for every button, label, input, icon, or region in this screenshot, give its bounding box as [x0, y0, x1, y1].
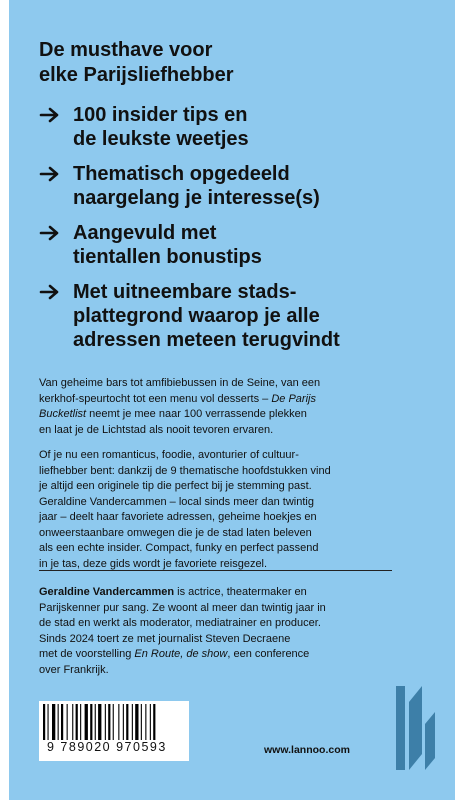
barcode-bar — [52, 704, 55, 740]
feature-item: 100 insider tips en de leukste weetjes — [39, 103, 439, 151]
barcode-bar — [123, 704, 124, 740]
back-cover — [9, 0, 455, 800]
barcode-bar — [141, 704, 142, 740]
barcode-bar — [43, 704, 45, 740]
barcode-bar — [90, 704, 92, 740]
barcode-bar — [67, 704, 68, 740]
arrow-right-icon — [39, 280, 65, 300]
book-title: De Parijs — [271, 392, 316, 405]
show-title: En Route, de show — [134, 648, 228, 660]
author-name: Geraldine Vandercammen — [39, 586, 175, 598]
barcode-bar — [72, 704, 73, 740]
cover-heading — [39, 38, 419, 88]
book-title: Bucketlist — [39, 408, 87, 420]
barcode-bar — [98, 704, 101, 740]
publisher-url[interactable]: www.lannoo.com — [264, 744, 350, 756]
barcode-bar — [58, 704, 59, 740]
barcode-bar — [95, 704, 96, 740]
blurb-paragraph: Van geheime bars tot amfibiebussen in de Seine, van een kerkhof-speurtocht tot een menu vol desserts – De Parijs Bucketlist neemt je mee naar 100 verrassende plekken en laat je de Lichtstad als nooit tevoren ervaren. — [39, 377, 321, 436]
feature-item: Thematisch opgedeeld naargelang je interesse(s) — [39, 162, 439, 210]
feature-list — [39, 103, 439, 363]
heading-line: De musthave voor — [39, 39, 213, 61]
barcode-bar — [61, 704, 63, 740]
barcode-bar — [108, 704, 110, 740]
barcode-bar — [118, 704, 119, 740]
barcode-bar — [145, 704, 146, 740]
barcode-bar — [126, 704, 128, 740]
arrow-right-icon — [39, 221, 65, 241]
barcode-bar — [80, 704, 81, 740]
heading-line: elke Parijsliefhebber — [39, 64, 234, 86]
isbn-number: 9 789020 970593 — [47, 740, 167, 754]
barcode-bar — [132, 704, 133, 740]
author-bio: Geraldine Vandercammen is actrice, theatermaker en Parijskenner pur sang. Ze woont al meer dan twintig jaar in de stad en werkt als moderator, mediatrainer en producer. Sinds 2024 toert ze met journalist Steven Decraene met de voorstelling En Route, de show, een conference over Frankrijk. — [39, 586, 326, 676]
barcode-bar — [85, 704, 88, 740]
arrow-right-icon — [39, 103, 65, 123]
divider — [39, 570, 392, 571]
arrow-right-icon — [39, 162, 65, 182]
barcode-bar — [135, 704, 138, 740]
barcode-bar — [113, 704, 114, 740]
barcode-bar — [48, 704, 49, 740]
barcode-bar — [105, 704, 106, 740]
description-paragraph: Of je nu een romanticus, foodie, avonturier of cultuur- liefhebber bent: dankzij de 9 thematische hoofdstukken vind je altijd een originele tip die perfect bij je stemming past. Geraldine Vandercammen – local sinds meer dan twintig jaar – deelt haar favoriete adressen, geheime hoekjes en onweerstaanbare omwegen die je de stad laten beleven als een echte insider. Compact, funky en perfect passend in je tas, deze gids wordt je favoriete reisgezel. — [39, 449, 331, 570]
feature-item: Aangevuld met tientallen bonustips — [39, 221, 439, 269]
barcode-bar — [76, 704, 78, 740]
lannoo-logo-icon — [392, 684, 437, 780]
barcode-bar — [150, 704, 151, 740]
feature-item: Met uitneembare stads- plattegrond waarop je alle adressen meteen terugvindt — [39, 280, 439, 352]
barcode-bar — [153, 704, 155, 740]
